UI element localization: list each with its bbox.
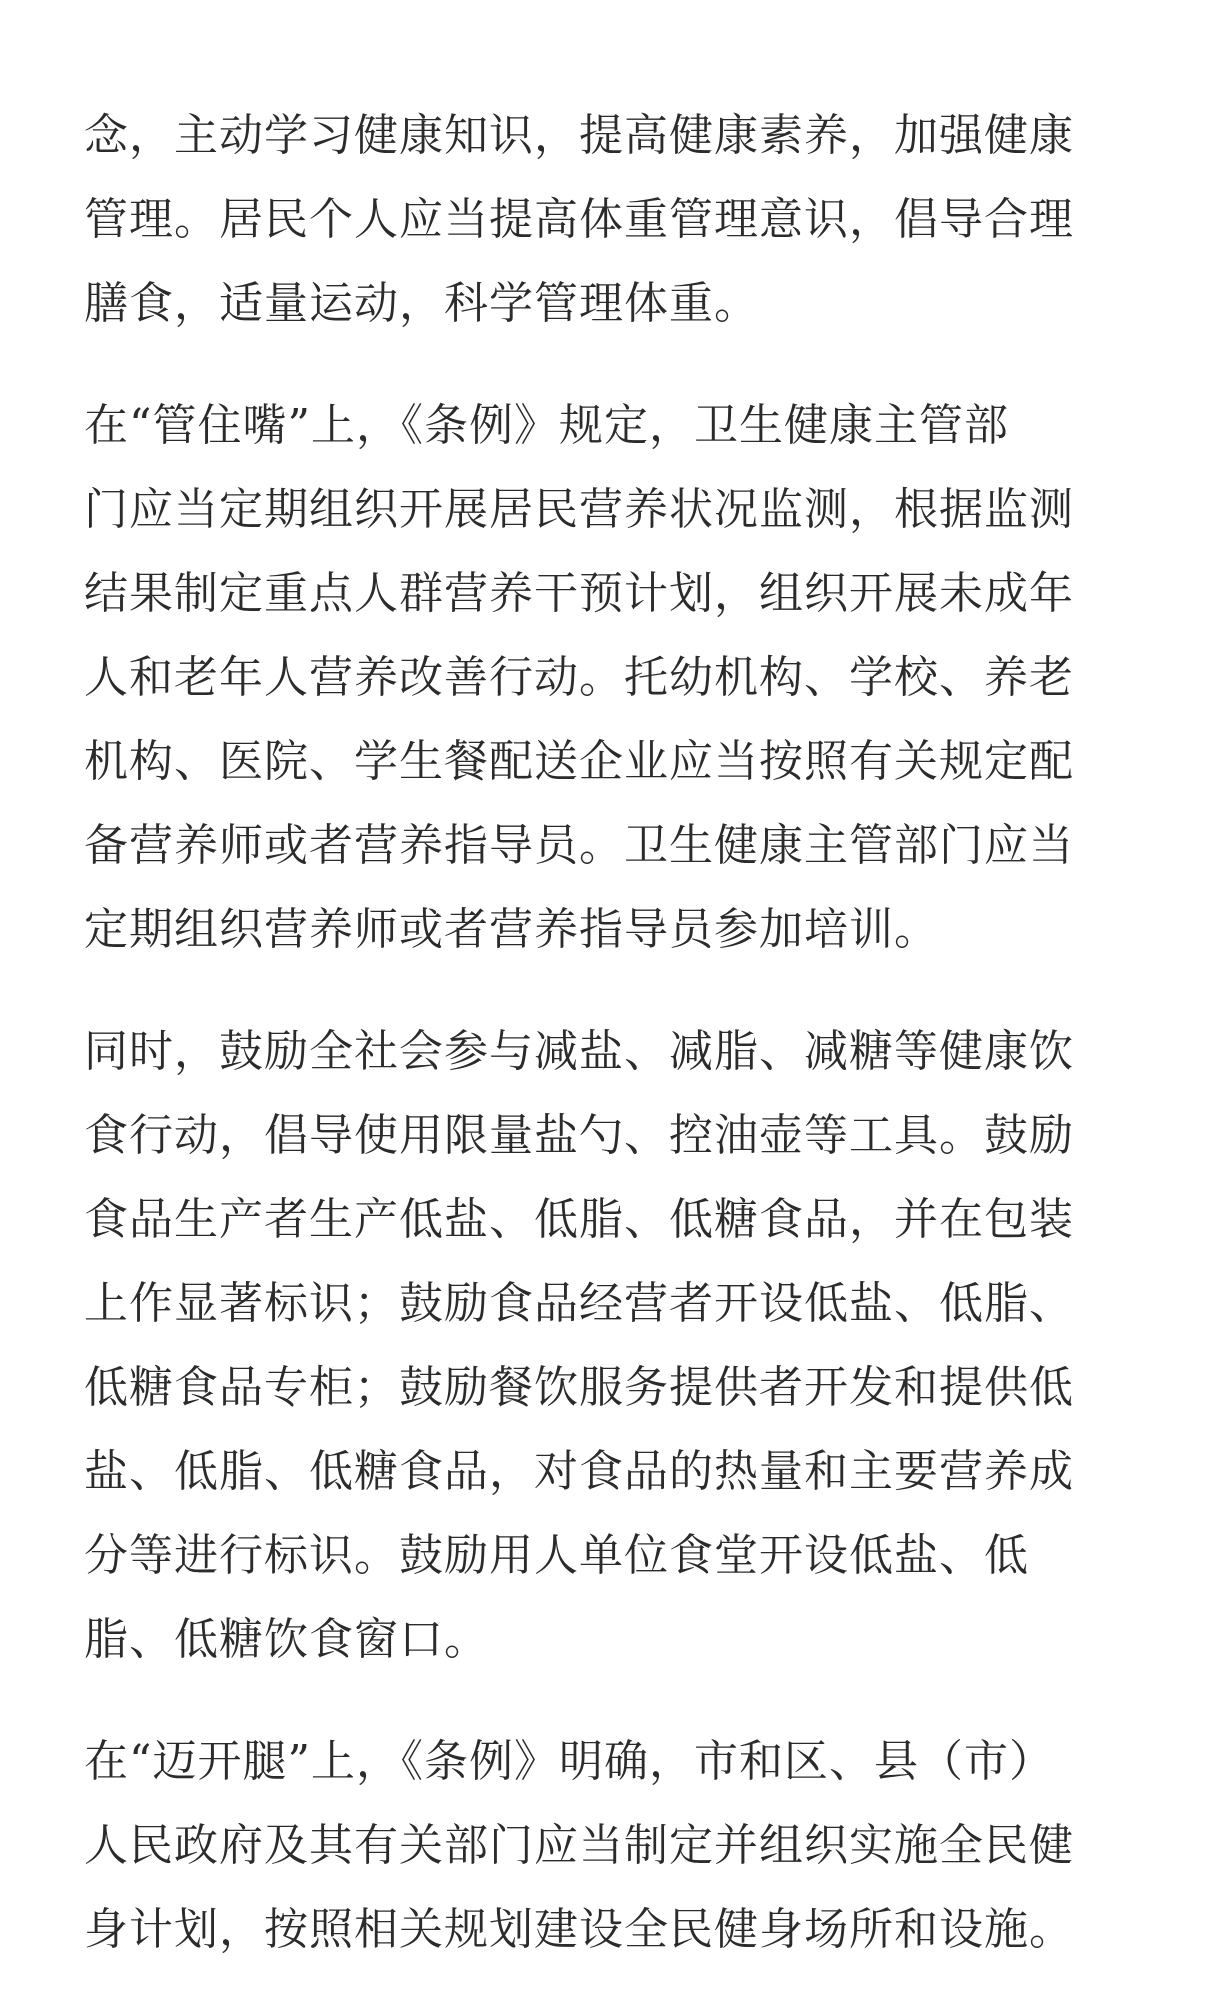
paragraph-control-mouth: 在“管住嘴”上，《条例》规定，卫生健康主管部 门应当定期组织开展居民营养状况监测，根据监测 结果制定重点人群营养干预计划，组织开展未成年 人和老年人营养改善行动。托幼机构、学校、养老 机构、医院、学生餐配送企业应当按照有关规定配 备营养师或者营养指导员。卫生健康主管部门应当 定期组织营养师或者营养指导员参加培训。 (84, 400, 1074, 955)
paragraph-exercise: 在“迈开腿”上，《条例》明确，市和区、县（市） 人民政府及其有关部门应当制定并组织实施全民健 身计划，按照相关规划建设全民健身场所和设施。 (84, 1736, 1074, 1955)
paragraph-health-literacy: 念，主动学习健康知识，提高健康素养，加强健康 管理。居民个人应当提高体重管理意识，倡导合理 膳食，适量运动，科学管理体重。 (84, 110, 1074, 329)
paragraph-reduce-salt-fat-sugar: 同时，鼓励全社会参与减盐、减脂、减糖等健康饮 食行动，倡导使用限量盐勺、控油壶等工具。鼓励 食品生产者生产低盐、低脂、低糖食品，并在包装 上作显著标识；鼓励食品经营者开设低盐、低脂、 低糖食品专柜；鼓励餐饮服务提供者开发和提供低 盐、低脂、低糖食品，对食品的热量和主要营养成 分等进行标识。鼓励用人单位食堂开设低盐、低 脂、低糖饮食窗口。 (84, 1026, 1074, 1665)
article-body (84, 94, 1144, 2010)
